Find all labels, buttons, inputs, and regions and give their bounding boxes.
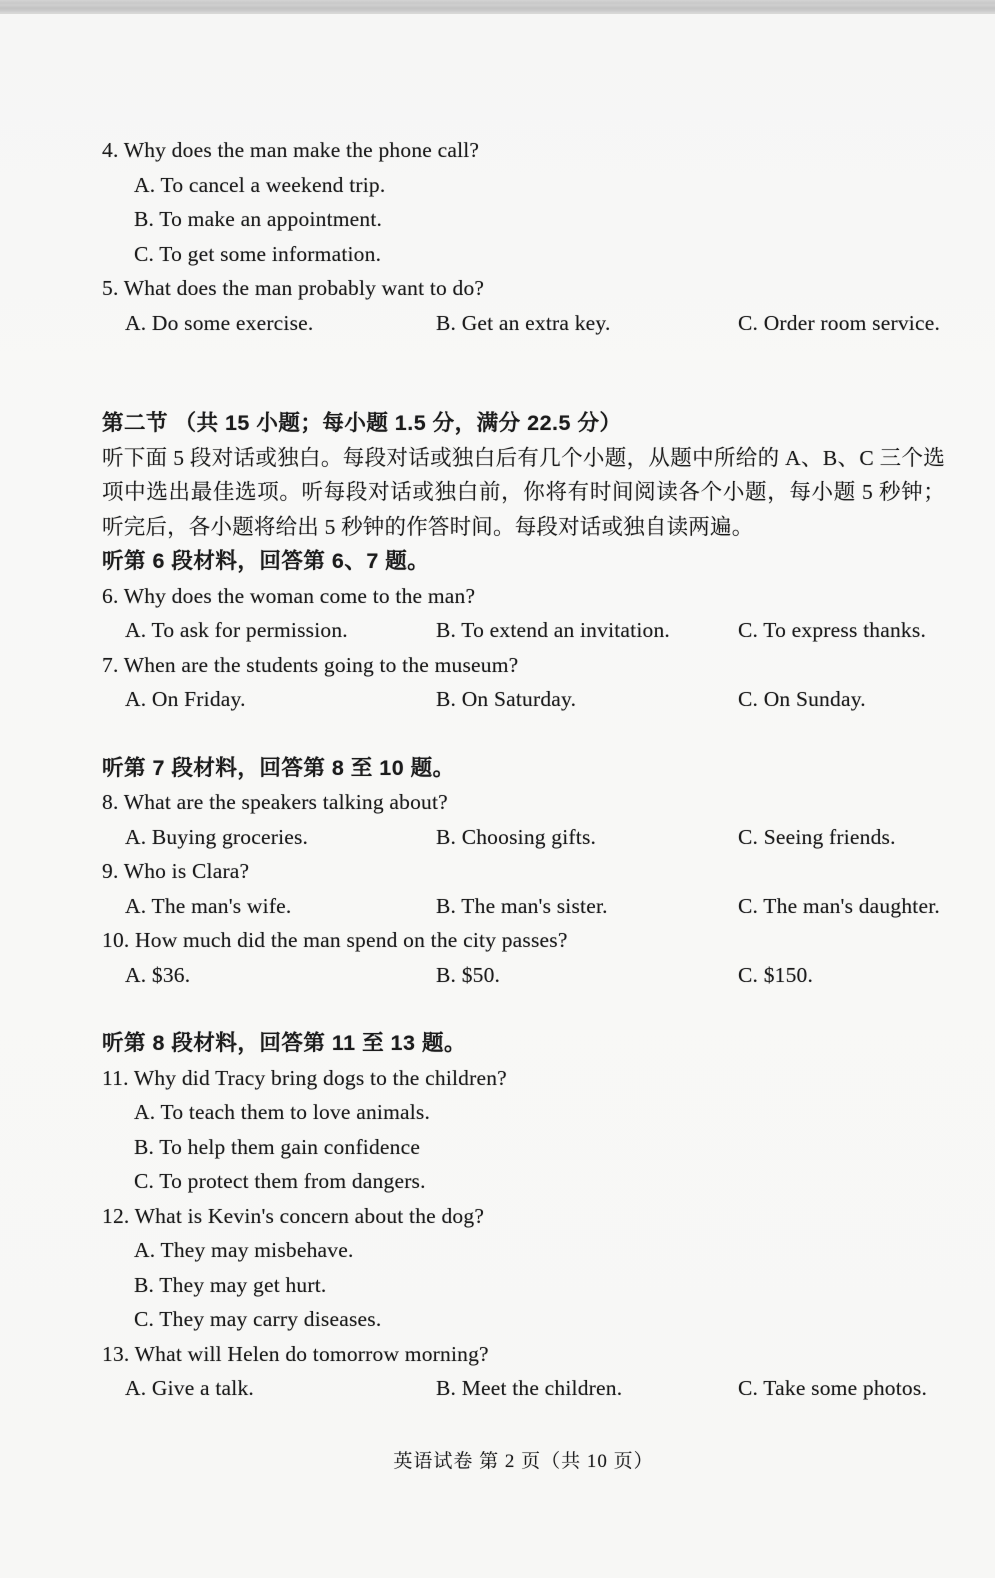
- question-text: 11. Why did Tracy bring dogs to the children?: [102, 1065, 507, 1090]
- option-b: B. Get an extra key.: [436, 310, 611, 335]
- question-block: [102, 1061, 945, 1199]
- material-heading: 听第 7 段材料，回答第 8 至 10 题。: [102, 755, 455, 780]
- question-text: 9. Who is Clara?: [102, 859, 250, 883]
- page-footer: 英语试卷 第 2 页（共 10 页）: [393, 1450, 654, 1472]
- question-block: [102, 923, 945, 992]
- options-row: [102, 682, 945, 717]
- option-a: A. To cancel a weekend trip.: [134, 172, 386, 197]
- section-heading: 第二节 （共 15 小题；每小题 1.5 分，满分 22.5 分）: [102, 411, 622, 435]
- question-text: 12. What is Kevin's concern about the dog?: [102, 1203, 485, 1228]
- option-b: B. $50.: [436, 962, 501, 987]
- option-b: B. On Saturday.: [436, 687, 577, 711]
- question-text: 6. Why does the woman come to the man?: [102, 583, 476, 608]
- option-a: A. To teach them to love animals.: [134, 1100, 431, 1124]
- question-text: 5. What does the man probably want to do?: [102, 276, 485, 300]
- question-block: [102, 854, 945, 923]
- option-b: B. To help them gain confidence: [134, 1134, 421, 1159]
- options-row: [102, 820, 945, 855]
- option-b: B. They may get hurt.: [134, 1272, 327, 1297]
- option-a: A. Do some exercise.: [125, 310, 314, 335]
- question-block: [102, 579, 945, 648]
- option-a: A. On Friday.: [125, 687, 246, 711]
- options-row: [102, 1371, 945, 1406]
- options-row: [102, 958, 945, 993]
- material-heading: 听第 6 段材料，回答第 6、7 题。: [102, 549, 430, 573]
- exam-content: [102, 133, 945, 1479]
- option-a: A. The man's wife.: [125, 893, 292, 918]
- question-text: 13. What will Helen do tomorrow morning?: [102, 1341, 489, 1366]
- question-block: [102, 133, 945, 271]
- option-b: B. Meet the children.: [436, 1376, 623, 1400]
- option-c: C. To express thanks.: [738, 618, 927, 642]
- question-text: 7. When are the students going to the museum?: [102, 652, 519, 677]
- option-a: A. To ask for permission.: [125, 618, 348, 642]
- question-text: 8. What are the speakers talking about?: [102, 790, 448, 814]
- option-b: B. To extend an invitation.: [436, 618, 670, 642]
- option-c: C. Take some photos.: [738, 1376, 928, 1400]
- option-c: C. The man's daughter.: [738, 893, 940, 918]
- question-text: 10. How much did the man spend on the city passes?: [102, 928, 568, 952]
- material-heading: 听第 8 段材料，回答第 11 至 13 题。: [102, 1031, 466, 1055]
- options-row: [102, 889, 945, 924]
- option-b: B. The man's sister.: [436, 893, 608, 918]
- options-row: [102, 306, 945, 341]
- option-c: C. To get some information.: [134, 241, 382, 266]
- option-a: A. $36.: [125, 962, 191, 987]
- option-c: C. $150.: [738, 962, 814, 987]
- question-block: [102, 1337, 945, 1406]
- option-a: A. Give a talk.: [125, 1376, 254, 1400]
- option-c: C. On Sunday.: [738, 687, 866, 711]
- question-block: [102, 648, 945, 717]
- instructions-paragraph: 听下面 5 段对话或独白。每段对话或独白后有几个小题，从题中所给的 A、B、C 三个选项中选出最佳选项。听每段对话或独白前，你将有时间阅读各个小题，每小题 5 秒钟；听完后，各小题将给出 5 秒钟的作答时间。每段对话或独自读两遍。: [102, 445, 945, 539]
- option-a: A. Buying groceries.: [125, 824, 309, 849]
- option-b: B. Choosing gifts.: [436, 824, 597, 849]
- option-b: B. To make an appointment.: [134, 207, 383, 231]
- question-text: 4. Why does the man make the phone call?: [102, 138, 480, 162]
- scan-top-edge: [0, 0, 995, 14]
- question-block: [102, 1199, 945, 1337]
- options-row: [102, 613, 945, 648]
- option-a: A. They may misbehave.: [134, 1238, 354, 1262]
- option-c: C. Seeing friends.: [738, 824, 896, 849]
- question-block: [102, 785, 945, 854]
- option-c: C. They may carry diseases.: [134, 1307, 382, 1331]
- option-c: C. To protect them from dangers.: [134, 1169, 426, 1193]
- question-block: [102, 271, 945, 340]
- option-c: C. Order room service.: [738, 310, 941, 335]
